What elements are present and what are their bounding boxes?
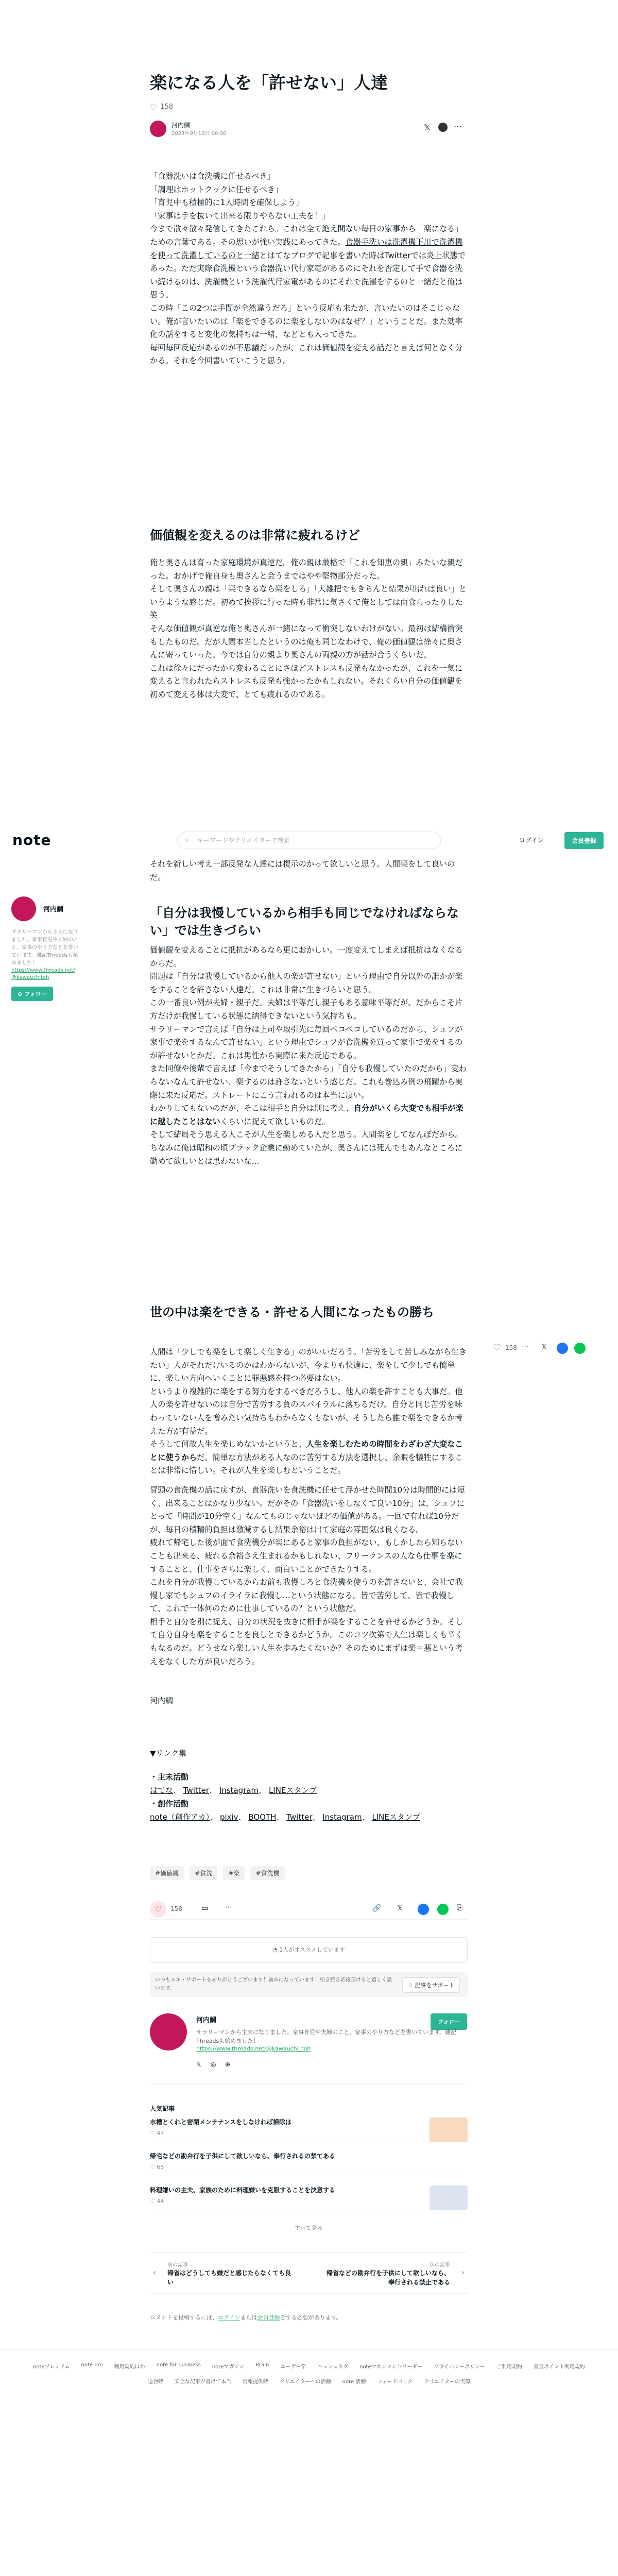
tag[interactable]: #価値観	[150, 1866, 184, 1880]
support-button-label: 記事をサポート	[415, 1982, 455, 1989]
avatar[interactable]	[150, 2013, 187, 2050]
tag[interactable]: #食洗	[190, 1866, 217, 1880]
footer-link[interactable]: noteマネジメントリーダー	[359, 2364, 423, 2370]
text: くらいに捉えて欲しいものだ。	[220, 1116, 330, 1126]
more-icon[interactable]: ⋯	[454, 122, 462, 131]
recommend-text: 1人がオススメしています	[279, 1946, 345, 1953]
link-group-creative: note（創作アカ）、 pixiv、 BOOTH、 Twitter、 Instagram、 LINEスタンプ	[150, 1812, 420, 1822]
text: コメントを投稿するには、	[150, 2314, 218, 2321]
section-change-tail	[150, 858, 468, 884]
link-note-creative[interactable]: note（創作アカ）	[150, 1812, 210, 1822]
search-input[interactable]	[177, 832, 441, 849]
paragraph: それを新しい考え一部反発な人達には提示のかって欲しいと思う。人間楽をして良いのだ。	[150, 859, 455, 882]
link-instagram-creative[interactable]: Instagram	[322, 1812, 362, 1822]
footer-links	[0, 2362, 618, 2370]
paragraph: 相手と自分を別に捉え、自分の状況を抜きに相手が楽をすることを許せるかどうか。そして自分自身も楽をすることを良しとできるかどうか。このコツ次第で人生は楽しくも辛くもなるのだ。どうせなら楽しい人生を歩みたくないか？そのためにまずは楽＝悪という考えをなくした方が良いだろう。	[150, 1617, 464, 1666]
heart-icon[interactable]: ♡	[493, 1343, 502, 1353]
profile-bio: サラリーマンから主夫になりました。家事育児や夫婦のこと、家事のやり方などを書いています。雑記Threadsも始めました！	[196, 2029, 457, 2044]
chevron-left-icon[interactable]: ‹	[153, 2267, 157, 2277]
author-signoff: 河内鯛	[150, 1696, 174, 1705]
paragraph: これを自分が我慢しているからお前も我慢しろと食洗機を使うのを許さないと、会社で我慢し家でもシュフのイライラに我慢し…という状態になる。皆で苦労して、皆で我慢して、これで一体何のために仕事しているの？という状態だ。	[150, 1578, 463, 1614]
footer-link[interactable]: フィードバック	[377, 2379, 413, 2385]
signup-link[interactable]: 会員登録	[257, 2314, 280, 2321]
link-group-label: ・創作活動	[150, 1799, 189, 1808]
intro-line: 「育児中も積極的に1人時間を確保しよう」	[150, 198, 304, 208]
support-text: いつもスキ・サポートをありがとうございます！励みになっています！引き続き応援頂けると嬉しく思います。	[155, 1977, 392, 1991]
link-list-heading: ▼リンク集	[150, 1749, 187, 1758]
popular-thumbnail	[430, 2117, 468, 2142]
paragraph: 疲れて帰宅した後が面で食洗機分が楽にあると家事の負担がない、もしかしたら知らないことも出来る、疲れる余裕さえ生まれるかもしれない、フリーランスの人なら仕事を楽にすることと、仕事をさらに楽しく、面白いことができたりする。	[150, 1538, 463, 1574]
avatar[interactable]	[11, 896, 36, 921]
footer-link[interactable]: 退会時	[147, 2379, 163, 2385]
sidebar-author-name[interactable]: 河内鯛	[43, 906, 64, 913]
sidebar-author	[11, 886, 78, 1001]
facebook-icon[interactable]	[438, 123, 448, 132]
like-count: 44	[157, 2198, 164, 2205]
paragraph: そんな価値観が真逆な俺と奥さんが一緒になって衝突しないわけがない。最初は結構衝突もしたものだ。だが人間本当したというのは俺も同じなわけで、俺の価値観は徐々に奥さんに寄っていった。今では自分の親より奥さんの両親の方が話が合うくらいだ。	[150, 623, 463, 660]
facebook-icon[interactable]	[557, 1343, 568, 1354]
avatar[interactable]	[150, 121, 166, 137]
action-row	[150, 1901, 468, 1920]
paragraph	[150, 1102, 468, 1128]
link-group-label: ・主未活動	[150, 1772, 189, 1782]
footer-links	[0, 2377, 618, 2385]
intro-line: 「調理はホットクックに任せるべき」	[150, 184, 283, 194]
link-booth[interactable]: BOOTH	[248, 1812, 277, 1822]
popular-thumbnail	[430, 2185, 468, 2210]
chevron-right-icon[interactable]: ›	[461, 2267, 465, 2277]
paragraph: また同僚や後輩で言えば「今までそうしてきたから」「自分も我慢していたのだから」変わらないなんて許せない、楽するのは許さないという感じだ。これも巻込み例の飛躍から実際に来た反応だ。ストレートにこう言われるのは本当に凄い。	[150, 1064, 467, 1100]
prev-label: 前の記事	[167, 2262, 188, 2268]
popular-item-likes: ♡ 47	[150, 2130, 164, 2137]
next-label: 次の記事	[430, 2262, 450, 2268]
paragraph: というより複雑的に楽をする努力をするべきだろうし、他人の楽を許すことも大事だ。他人の楽を許せないのは自分で苦労する負のスパイラルに落ちるだけ。自分と同じ苦労を味わっていない人を憎みたい気持ちもわからなくもないが、そうしたら誰で楽をできるか考えた方が有益だ。	[150, 1386, 463, 1436]
popular-item[interactable]	[150, 2151, 468, 2176]
see-all-link[interactable]: すべて見る	[295, 2225, 323, 2231]
x-share-icon[interactable]: 𝕏	[424, 123, 431, 132]
login-link[interactable]: ログイン	[218, 2314, 241, 2321]
support-box	[150, 1972, 468, 1997]
paragraph: サラリーマンで言えば「自分は上司や取引先に毎回ペコペコしているのだから、シュフが家事で楽をするなんて許せない」という理由でシュフが食洗機を買って家事で楽をするのが許せないとかだ。これは男性から実際に来た反応である。	[150, 1024, 463, 1060]
note-logo[interactable]: note	[12, 832, 52, 849]
sidebar-bio: サラリーマンから主夫になりました。家事育児や夫婦のこと、家事のやり方などを書いています。雑記Threadsも始めました！	[11, 929, 78, 966]
text: をする必要があります。	[280, 2314, 342, 2321]
paragraph	[150, 223, 468, 302]
section-heading-world: 世の中は楽をできる・許せる人間になったもの勝ち	[150, 1305, 434, 1319]
x-share-icon[interactable]: 𝕏	[397, 1904, 403, 1912]
gift-icon: ♢	[408, 1982, 413, 1989]
section-heading-change: 価値観を変えるのは非常に疲れるけど	[150, 528, 360, 543]
intro-line: 「家事は手を抜いて出来る限りやらない工夫を！」	[150, 211, 330, 221]
comment-prompt	[150, 2313, 342, 2321]
footer-link[interactable]: クリエイターの実際	[424, 2379, 471, 2385]
tag[interactable]: #楽	[223, 1866, 245, 1880]
profile-link[interactable]: https://www.threads.net/@kawauchi_toh	[196, 2045, 311, 2052]
footer-link[interactable]: note pro	[81, 2362, 103, 2368]
link-twitter[interactable]: Twitter	[183, 1786, 210, 1795]
link-group-main: はてな、 Twitter、 Instagram、 LINEスタンプ	[150, 1786, 317, 1795]
support-button[interactable]	[402, 1977, 460, 1993]
link-instagram[interactable]: Instagram	[219, 1786, 259, 1795]
article-nav	[150, 2252, 468, 2294]
popular-item-title: 料理嫌いの主夫、家族のために料理嫌いを克服することを決意する	[150, 2187, 336, 2194]
article-title: 楽になる人を「許せない」人達	[150, 73, 388, 93]
link-pixiv[interactable]: pixiv	[219, 1812, 238, 1822]
next-title[interactable]: 帰省などの勘弁行を子供にして欲しいなら、奉行される禁止である	[326, 2269, 450, 2286]
search-placeholder: キーワードやクリエイターで検索	[197, 837, 290, 844]
link-list	[150, 1747, 468, 1824]
text: 今まで散々散々発信してきたこれら。これは全て絶え間ない毎日の家事から「楽になる」ための言葉である。その思いが強い実践にあってきた。	[150, 224, 463, 247]
like-count: 47	[157, 2130, 164, 2137]
like-count: 158	[170, 1905, 182, 1912]
link-line-stamp[interactable]: LINEスタンプ	[268, 1786, 317, 1795]
popular-item-likes: ♡ 44	[150, 2198, 164, 2205]
footer-link[interactable]: ユーザー学	[280, 2364, 306, 2370]
paragraph: この時「この2つは手間が全然違うだろ」という反応も来たが、言いたいのはそこじゃない。俺が言いたいのは「楽をできるのに楽をしないのはなぜ？」ということだ。また効率化の話をすると変化の気持ちは一緒、などとも入ってきた。	[150, 303, 463, 340]
footer-link[interactable]: noteプレミアム	[33, 2364, 70, 2370]
comment-icon[interactable]: ▭	[201, 1904, 209, 1912]
paragraph: 問題は「自分は我慢しているから他人の楽が許せない」という理由で自分以外の誰かが楽をすることを許さない人達だ。これは非常に生きづらいと思う。	[150, 972, 463, 994]
like-button[interactable]: ♡	[150, 1901, 166, 1918]
popular-item[interactable]	[150, 2117, 468, 2142]
site-header	[0, 824, 618, 855]
section-change-body	[150, 556, 468, 702]
paragraph: 価値観を変えることに抵抗があるなら更におかしい。一度変えてしまえば抵抗はなくなるからだ。	[150, 945, 463, 968]
paragraph: この一番良い例が夫婦・親子だ。夫婦は平等だし親子もある意味平等だが、だからこそ片方だけが我慢している状態に納得できないという気持ちも。	[150, 998, 463, 1021]
tag-list	[150, 1866, 288, 1880]
paragraph	[150, 1438, 468, 1478]
footer-link[interactable]: クリエイターへの活動	[279, 2379, 331, 2385]
like-summary[interactable]	[150, 102, 173, 112]
section-world-body	[150, 1346, 468, 1668]
sidebar-link[interactable]: https://www.threads.net/@kawauchitoh	[11, 968, 75, 980]
x-icon[interactable]: 𝕏	[196, 2061, 201, 2068]
popular-item-title: 帰宅などの勘弁行を子供にして欲しいなら、奉行されるの禁てある	[150, 2153, 336, 2160]
link-twitter-creative[interactable]: Twitter	[286, 1812, 313, 1822]
article-body-intro	[150, 170, 468, 368]
footer-link[interactable]: 利用規約ほか	[114, 2364, 145, 2370]
link-line-stamp-creative[interactable]: LINEスタンプ	[372, 1812, 420, 1822]
login-link[interactable]: ログイン	[519, 837, 544, 844]
footer-link[interactable]: 情報提供時	[242, 2379, 268, 2385]
text: そうして何故人生を楽しめないかというと、	[150, 1439, 306, 1449]
footer-link[interactable]: 安全な記事が書けて本当	[174, 2379, 231, 2385]
follow-label: フォロー	[24, 991, 47, 997]
x-share-icon[interactable]: 𝕏	[541, 1343, 547, 1351]
footer-link[interactable]: ハッシュタグ	[317, 2364, 349, 2370]
footer-link[interactable]: Brain	[255, 2362, 269, 2368]
paragraph: 冒頭の食洗機の話に戻すが、食器洗いを食洗機に任せて浮かせた時間10分は時間的には短く、出来ることはかなり少ない。だがその「食器洗いをしなくて良い10分」は、シュフにとって「時間が10分空く」なんてものじゃないほどの価値がある。一回で有れば10分だが、毎日の積精的負担は激減するし結果余裕は出て家庭の雰囲気は良くなる。	[150, 1485, 465, 1534]
footer-link[interactable]: noteマガジン	[212, 2364, 245, 2370]
footer-link[interactable]: 審査ポイント利用規約	[533, 2364, 585, 2370]
prev-title[interactable]: 帰省はどうしても嫌だと感じたらなくても良い	[167, 2269, 291, 2286]
tag[interactable]: #食洗機	[250, 1866, 284, 1880]
sidebar-follow-button[interactable]	[11, 987, 53, 1001]
signup-button[interactable]: 会員登録	[564, 832, 604, 849]
author-name[interactable]: 河内鯛	[171, 122, 191, 129]
more-icon[interactable]: ⋯	[522, 1343, 529, 1351]
floating-action-bar	[493, 1340, 609, 1358]
link-hatena[interactable]: はてな	[150, 1786, 174, 1795]
paragraph: 俺と奥さんは育った家庭環境が真逆だ。俺の親は厳格で「これを知恵の親」みたいな親だった。おかげで俺自身も奥さんと会うまではやや堅物部分だった。	[150, 558, 463, 581]
search-icon: ⌕	[185, 836, 189, 844]
save-icon[interactable]: ⎘	[457, 1904, 463, 1912]
profile-name[interactable]: 河内鯛	[196, 2016, 217, 2024]
like-count: 158	[160, 103, 174, 111]
paragraph: そして結局そう思える人こそが人生を楽しめる人だと思う。人間楽をしてなんぼだから。ちなみに俺は昭和の頃ブラック企業に勤めていたが、奥さんには死んでもあんなところに勤めて欲しいとは思わないな…	[150, 1130, 463, 1166]
line-icon[interactable]	[437, 1904, 449, 1915]
site-footer	[0, 2349, 618, 2385]
text: または	[240, 2314, 258, 2321]
text: だ。簡単な方法がある人なのに苦労する方法を選択し、余暇を犠牲にすることは非常に惜しい。それが人生を楽しむということだ。	[150, 1452, 463, 1476]
paragraph: 毎回毎回反応があるのが不思議だったが、これは価値観を変える話だと言えば何となく分かる。それを今回書いていこうと思う。	[150, 343, 463, 366]
paragraph: 人間は「少しでも楽をして楽しく生きる」のがいいだろう。「苦労をして苦しみながら生きたい」人がそれだけいるのかはわからないが、今よりも快適に、楽をして少しでも簡単に、楽しい方向へいくことに罪悪感を持つ必要はない。	[150, 1347, 467, 1383]
footer-link[interactable]: ご利用規約	[496, 2364, 522, 2370]
author-row	[150, 118, 468, 139]
heart-icon: ♡	[150, 102, 158, 112]
profile-card	[150, 2007, 468, 2084]
link-copy-icon[interactable]: 🔗	[372, 1904, 382, 1912]
line-icon[interactable]	[574, 1343, 586, 1354]
instagram-icon[interactable]: ◎	[211, 2061, 216, 2068]
post-date: 2023年9月13日 00:00	[171, 131, 227, 137]
recommend-box[interactable]	[150, 1937, 468, 1963]
more-icon[interactable]: ⋯	[225, 1903, 232, 1911]
bold-text: 人生を楽しむための時間をわざわざ大変なことに使うから	[150, 1439, 463, 1462]
paragraph: そして奥さんの親は「楽できるなら楽をしろ」「大雑把でもきちんと結果が出れば良い」というような感じだ。初めて挨拶に行った時も非常に気さくで俺としては面食らったりした笑	[150, 584, 467, 620]
profile-follow-button[interactable]: フォロー	[431, 2013, 467, 2030]
user-icon: ◔	[272, 1946, 278, 1953]
inline-link[interactable]: 食器手洗いは洗濯機下川で洗濯機を使って洗濯しているのと一緒	[150, 237, 463, 260]
popular-item-title: 水槽とくれと密閉メンテナンスをしなければ掃除は	[150, 2119, 292, 2126]
text: とはてなブログで記事を書いた時はTwitterでは炎上状態であった。ただ実際食洗機という食器洗い代行家電があるのにそれを否定して手で食器を洗い続けるのは、洗濯機という洗濯代行家電があるのにそれで洗濯をするのと一緒だと俺は思う。	[150, 250, 466, 300]
bold-text: 自分がいくら大変でも相手が楽に越したことはない	[150, 1104, 464, 1126]
like-count: 65	[157, 2164, 164, 2171]
globe-icon[interactable]: ⊕	[225, 2061, 231, 2068]
footer-link[interactable]: note 活動	[342, 2379, 366, 2385]
footer-link[interactable]: プライバシーポリシー	[434, 2364, 485, 2370]
facebook-icon[interactable]	[418, 1904, 429, 1915]
section-self-body	[150, 944, 468, 1168]
intro-line: 「食器洗いは食洗機に任せるべき」	[150, 172, 275, 181]
popular-heading: 人気記事	[150, 2105, 175, 2112]
plus-icon: ⊕	[18, 990, 23, 997]
floating-like-count: 158	[505, 1344, 517, 1351]
popular-item-likes: ♡ 65	[150, 2164, 164, 2171]
text: わかりしてもないのだが、そこは相手と自分は別に考え、	[150, 1104, 354, 1113]
popular-item[interactable]	[150, 2185, 468, 2210]
section-heading-self: 「自分は我慢しているから相手も同じでなければならない」では生きづらい	[150, 906, 459, 938]
paragraph: これは徐々にだったから変わることにさほどストレスも反発もなかったが、これを一気に変えると言われたらストレスも反発も強かったかもしれない。それくらい自分の価値観を初めて変える体は大変で、とても疲れるのである。	[150, 663, 463, 699]
footer-link[interactable]: note for business	[156, 2362, 201, 2368]
